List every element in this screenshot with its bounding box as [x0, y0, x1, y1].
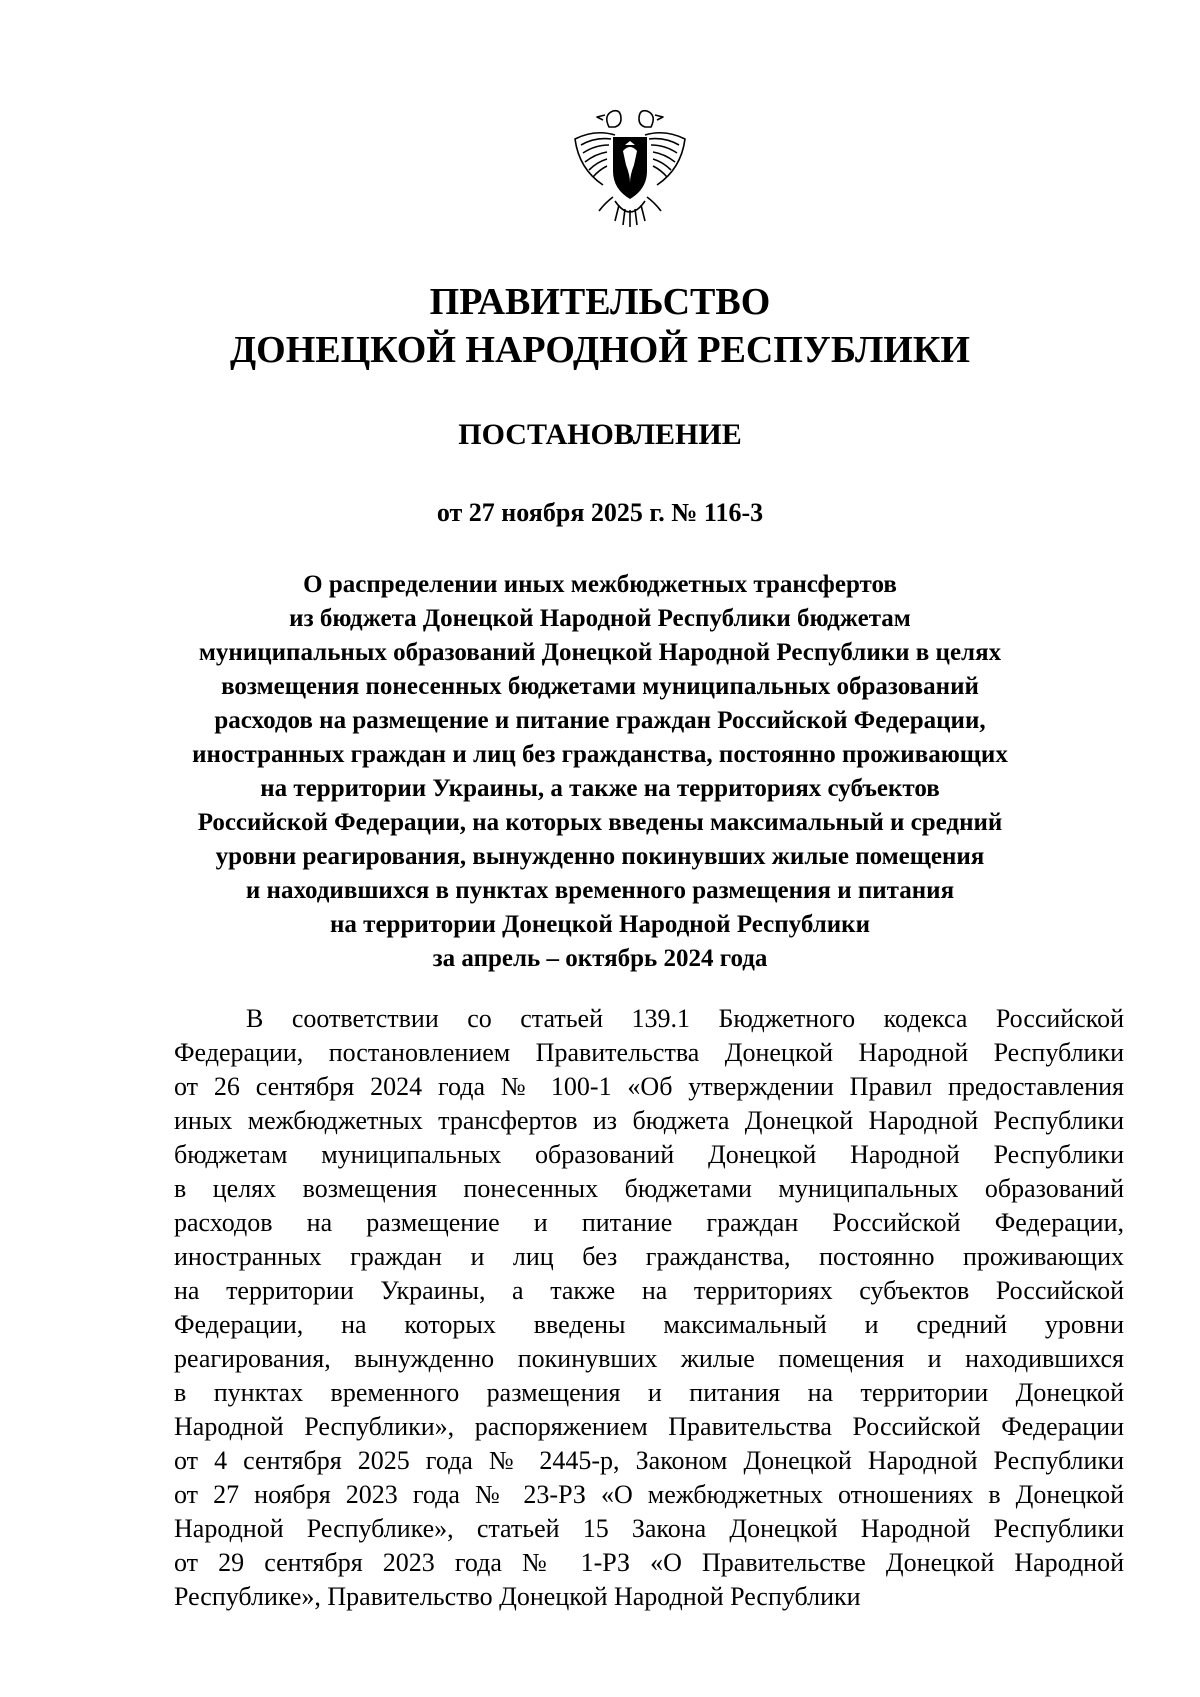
paragraph-line: расходов на размещение и питание граждан Российской Федерации,: [174, 1208, 1124, 1237]
paragraph-line: Федерации, постановлением Правительства Донецкой Народной Республики: [174, 1038, 1124, 1067]
paragraph-line: Республике», Правительство Донецкой Народной Республики: [174, 1582, 861, 1611]
title-line: иностранных граждан и лиц без гражданства, постоянно проживающих: [192, 741, 1008, 768]
title-line: расходов на размещение и питание граждан Российской Федерации,: [214, 707, 986, 734]
paragraph-line: Федерации, на которых введены максимальный и средний уровни: [174, 1310, 1124, 1339]
paragraph-line: от 4 сентября 2025 года № 2445-р, Законом Донецкой Народной Республики: [174, 1446, 1124, 1475]
title-line: Российской Федерации, на которых введены максимальный и средний: [197, 809, 1003, 836]
paragraph-line: иных межбюджетных трансфертов из бюджета Донецкой Народной Республики: [174, 1106, 1124, 1135]
paragraph-line: Народной Республики», распоряжением Правительства Российской Федерации: [174, 1412, 1124, 1441]
paragraph-line: Народной Республике», статьей 15 Закона Донецкой Народной Республики: [174, 1514, 1124, 1543]
document-date-number: от 27 ноября 2025 г. № 116-3: [436, 498, 764, 527]
paragraph-line: иностранных граждан и лиц без гражданства, постоянно проживающих: [174, 1242, 1124, 1271]
document-type: ПОСТАНОВЛЕНИЕ: [458, 418, 742, 451]
paragraph-line: бюджетам муниципальных образований Донецкой Народной Республики: [174, 1140, 1124, 1169]
paragraph-line: на территории Украины, а также на территориях субъектов Российской: [174, 1276, 1124, 1305]
document-title: [0, 568, 1200, 976]
organization-line-2: ДОНЕЦКОЙ НАРОДНОЙ РЕСПУБЛИКИ: [230, 329, 970, 371]
title-line: из бюджета Донецкой Народной Республики бюджетам: [289, 605, 911, 632]
organization-name: [0, 278, 1200, 374]
paragraph-line: В соответствии со статьей 139.1 Бюджетного кодекса Российской: [246, 1004, 1124, 1033]
title-line: на территории Донецкой Народной Республики: [330, 911, 870, 938]
title-line: уровни реагирования, вынужденно покинувших жилые помещения: [215, 843, 985, 870]
paragraph-line: от 26 сентября 2024 года № 100-1 «Об утверждении Правил предоставления: [174, 1072, 1124, 1101]
paragraph-line: реагирования, вынужденно покинувших жилые помещения и находившихся: [174, 1344, 1124, 1373]
paragraph-line: в целях возмещения понесенных бюджетами муниципальных образований: [174, 1174, 1124, 1203]
title-line: на территории Украины, а также на территориях субъектов: [260, 775, 940, 802]
paragraph-line: в пунктах временного размещения и питания на территории Донецкой: [174, 1378, 1124, 1407]
organization-line-1: ПРАВИТЕЛЬСТВО: [429, 281, 771, 323]
paragraph-line: от 29 сентября 2023 года № 1-РЗ «О Правительстве Донецкой Народной: [174, 1548, 1124, 1577]
title-line: О распределении иных межбюджетных трансфертов: [303, 571, 897, 598]
title-line: муниципальных образований Донецкой Народной Республики в целях: [198, 639, 1002, 666]
title-line: и находившихся в пунктах временного размещения и питания: [245, 877, 955, 904]
preamble-paragraph: [174, 1002, 1124, 1614]
title-line: за апрель – октябрь 2024 года: [432, 945, 768, 972]
coat-of-arms-emblem: [565, 105, 695, 235]
title-line: возмещения понесенных бюджетами муниципальных образований: [221, 673, 979, 700]
paragraph-line: от 27 ноября 2023 года № 23-РЗ «О межбюджетных отношениях в Донецкой: [174, 1480, 1124, 1509]
